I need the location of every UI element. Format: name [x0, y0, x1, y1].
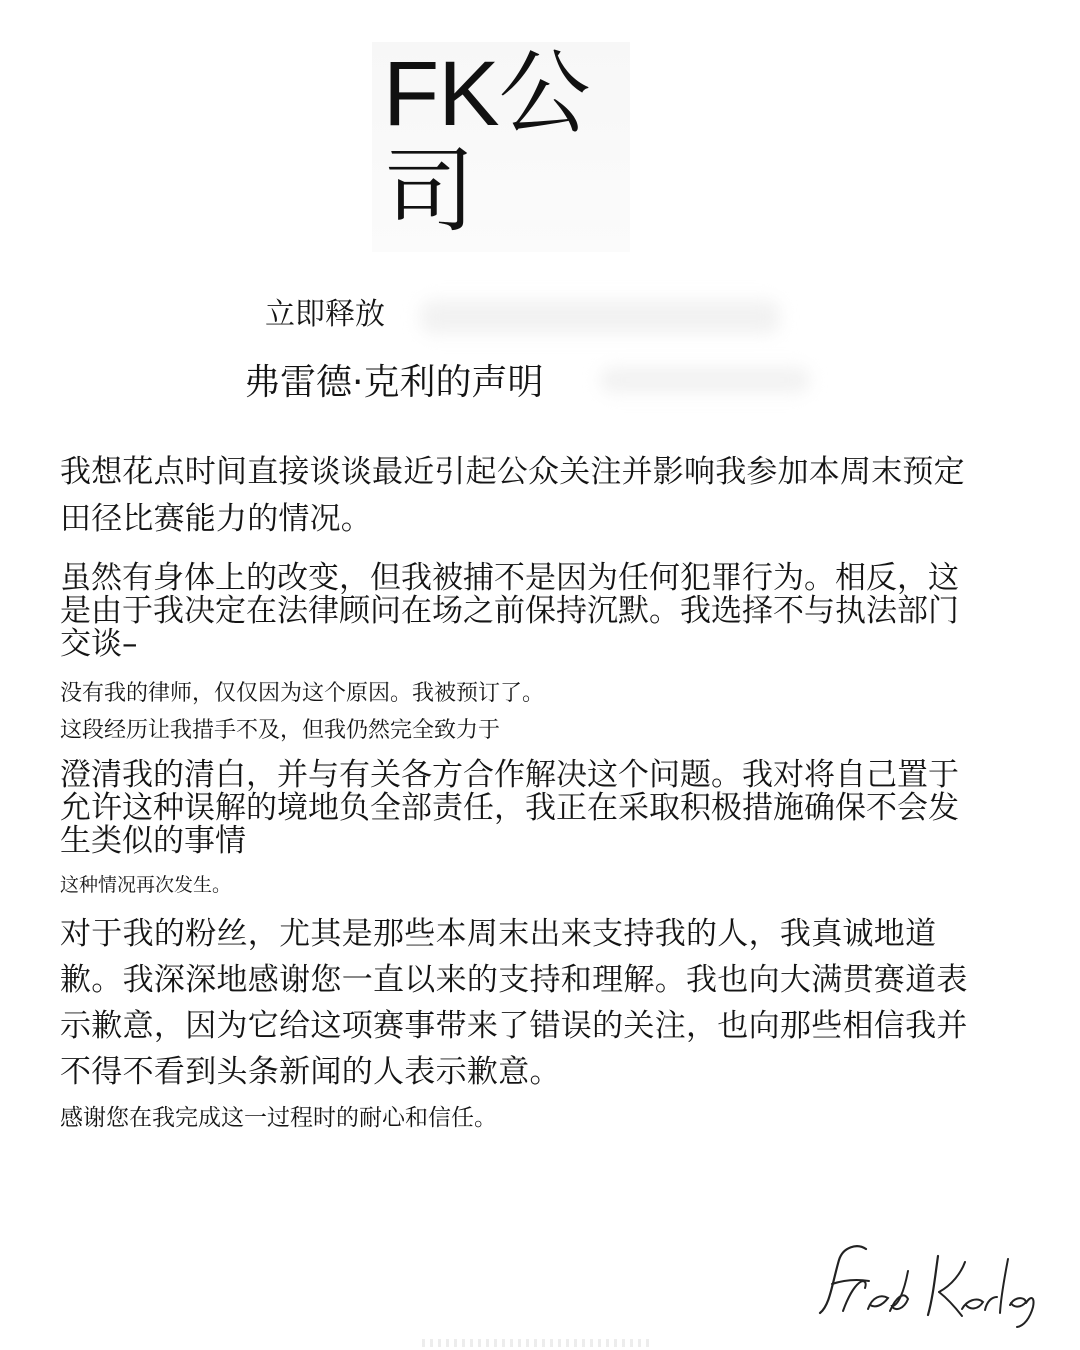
blurred-header-remnant-1	[420, 300, 780, 334]
statement-closing: 感谢您在我完成这一过程时的耐心和信任。	[60, 1105, 497, 1131]
company-logo-line-1: FK公	[383, 43, 590, 145]
signature-svg	[812, 1239, 1042, 1329]
statement-paragraph-1: 我想花点时间直接谈谈最近引起公众关注并影响我参加本周末预定田径比赛能力的情况。	[60, 454, 965, 537]
statement-small-line-3: 这种情况再次发生。	[60, 874, 232, 896]
release-label: 立即释放	[265, 297, 385, 332]
signature	[812, 1239, 1042, 1329]
company-logo-line-2: 司	[383, 141, 475, 243]
statement-small-line-1: 没有我的律师，仅仅因为这个原因。我被预订了。	[60, 681, 545, 706]
statement-title: 弗雷德·克利的声明	[244, 362, 544, 403]
statement-small-line-2: 这段经历让我措手不及，但我仍然完全致力于	[60, 718, 501, 743]
statement-paragraph-2: 虽然有身体上的改变，但我被捕不是因为任何犯罪行为。相反，这是由于我决定在法律顾问在场之前保持沉默。我选择不与执法部门交谈–	[60, 560, 959, 662]
blurred-header-remnant-2	[600, 367, 810, 393]
statement-paragraph-4: 对于我的粉丝，尤其是那些本周末出来支持我的人，我真诚地道歉。我深深地感谢您一直以来的支持和理解。我也向大满贯赛道表示歉意，因为它给这项赛事带来了错误的关注，也向那些相信我并不得不看到头条新闻的人表示歉意。	[60, 916, 968, 1090]
bottom-watermark	[422, 1339, 650, 1347]
statement-paragraph-3: 澄清我的清白，并与有关各方合作解决这个问题。我对将自己置于允许这种误解的境地负全部责任，我正在采取积极措施确保不会发生类似的事情	[60, 757, 959, 859]
